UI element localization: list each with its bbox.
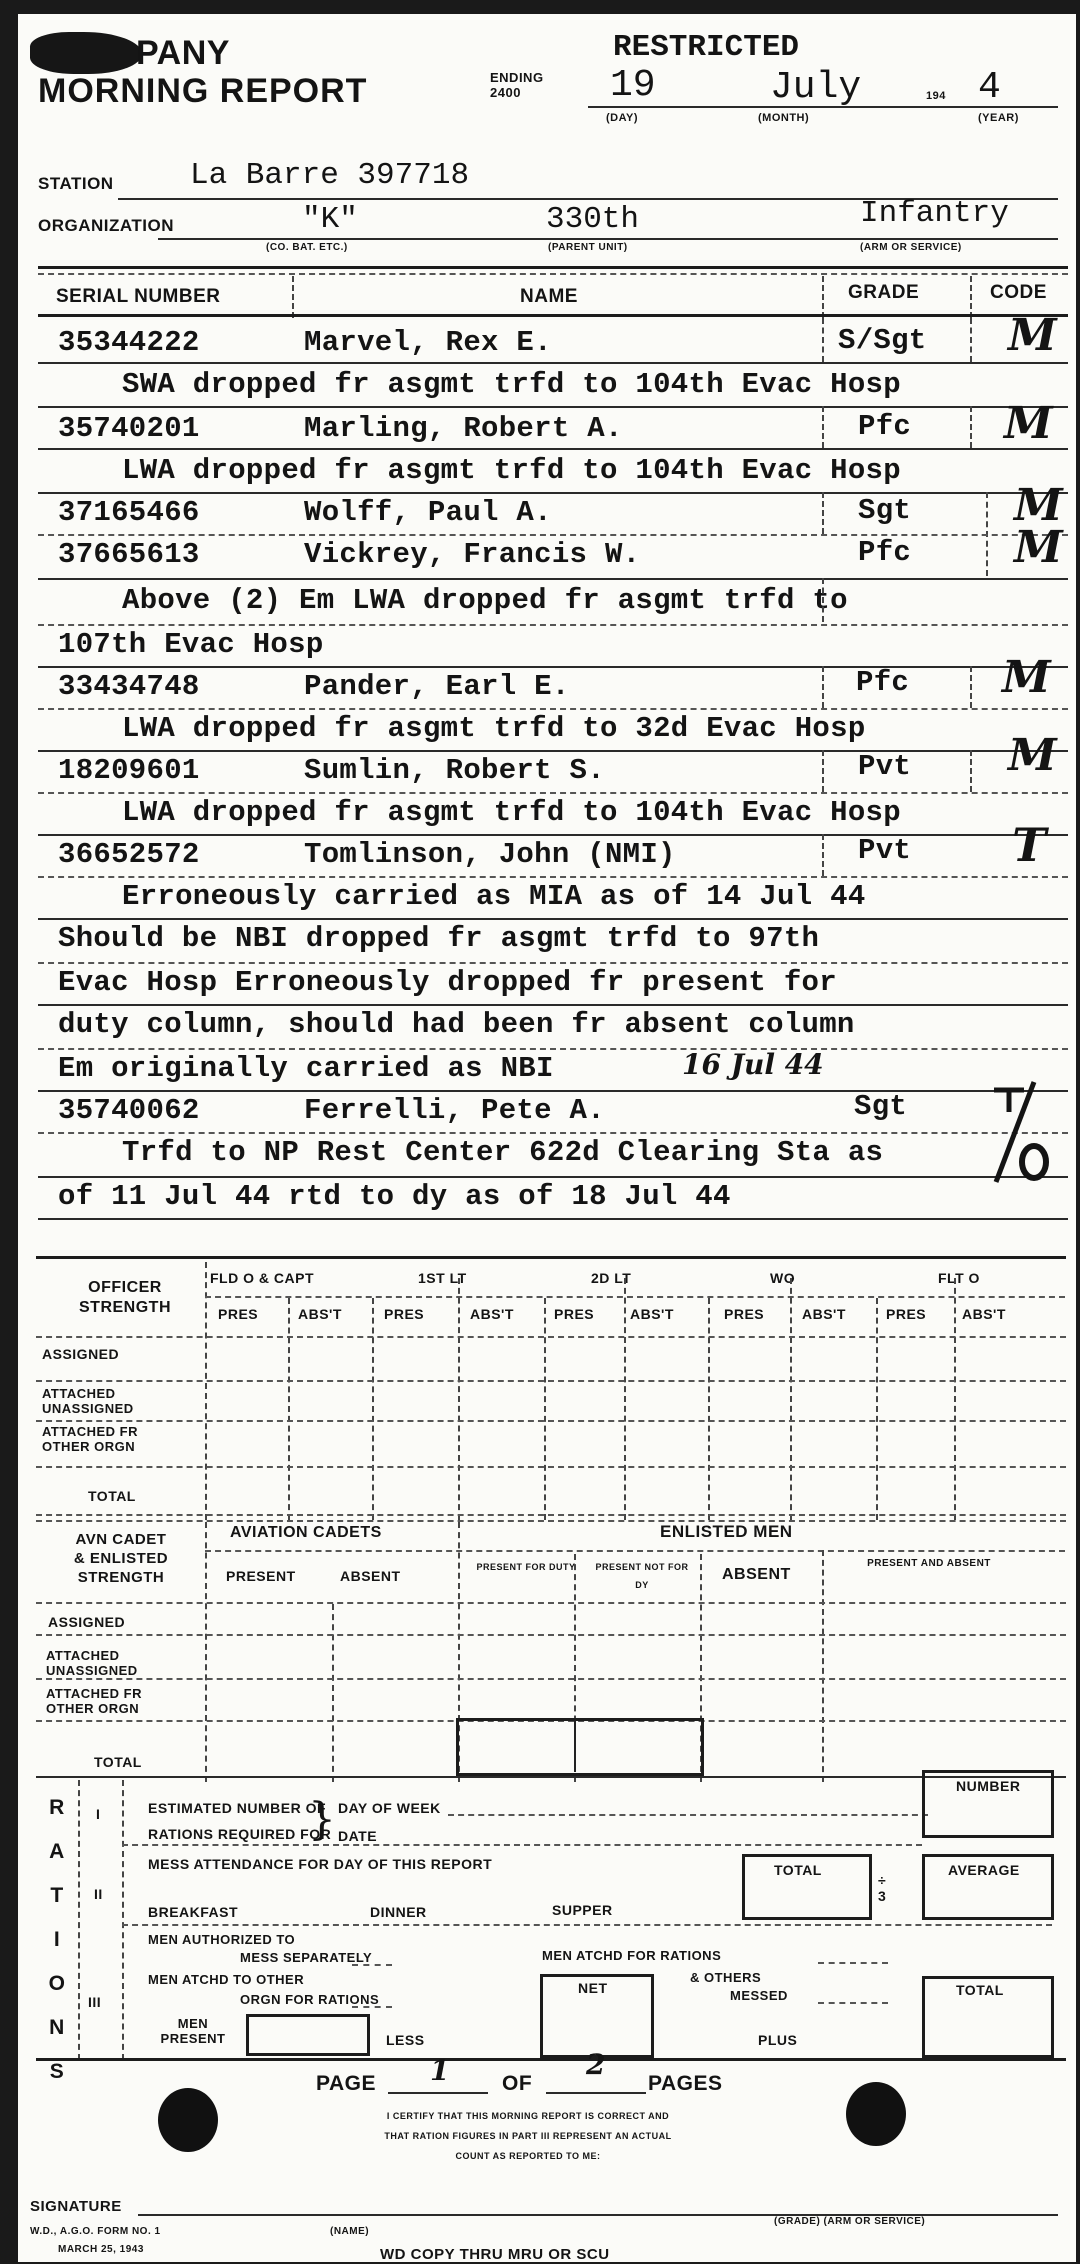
subcol-pres: PRES xyxy=(724,1306,765,1322)
col-serial-number: SERIAL NUMBER xyxy=(56,286,221,307)
col-divider xyxy=(970,666,972,708)
row-rule xyxy=(122,1844,922,1846)
margin-code-mark xyxy=(976,1062,1056,1192)
serial-number: 37165466 xyxy=(58,496,200,529)
col-divider xyxy=(624,1278,626,1520)
men-atchd-other-label: MEN ATCHD TO OTHER xyxy=(148,1972,305,1987)
total-pages: 2 xyxy=(586,2048,606,2081)
subcol-abst: ABS'T xyxy=(630,1306,674,1322)
col-divider xyxy=(822,492,824,534)
ending-label: ENDING 2400 xyxy=(490,70,544,100)
col-divider xyxy=(574,1720,576,1772)
row-rule xyxy=(38,1176,1068,1178)
less-label: LESS xyxy=(386,2032,425,2048)
grade: Pvt xyxy=(858,834,912,867)
orgn-for-rations-label: ORGN FOR RATIONS xyxy=(240,1992,380,2007)
messed-label: MESSED xyxy=(730,1988,788,2003)
section-i-numeral: I xyxy=(96,1806,101,1822)
soldier-name: Vickrey, Francis W. xyxy=(304,538,641,571)
col-divider xyxy=(790,1278,792,1520)
row-rule xyxy=(38,362,1068,364)
status-code: M xyxy=(1004,398,1053,449)
roster-header-rule xyxy=(38,314,1068,317)
day-of-week-field xyxy=(448,1814,928,1816)
grade: Sgt xyxy=(854,1090,908,1123)
enlisted-row-total: TOTAL xyxy=(94,1754,142,1770)
serial-number: 35740062 xyxy=(58,1094,200,1127)
subcol-pres: PRES xyxy=(554,1306,595,1322)
enlisted-table-top xyxy=(36,1520,1066,1522)
roster-top-rule xyxy=(38,266,1068,269)
handwritten-date: 16 Jul 44 xyxy=(682,1048,824,1081)
aviation-cadets-header: AVIATION CADETS xyxy=(230,1524,382,1541)
row-rule xyxy=(38,1048,1068,1050)
page-number: 1 xyxy=(430,2054,450,2087)
title-company: PANY xyxy=(136,34,230,72)
col-divider xyxy=(332,1604,334,1782)
col-divider xyxy=(822,750,824,792)
status-code: T xyxy=(1012,818,1047,872)
punch-hole-right xyxy=(846,2082,906,2146)
grade: Pfc xyxy=(858,536,912,569)
serial-number: 35344222 xyxy=(58,326,200,359)
row-rule xyxy=(36,1420,1066,1422)
subcol-abst: ABS'T xyxy=(470,1306,514,1322)
row-rule xyxy=(38,708,1068,710)
others-messed-field xyxy=(818,2002,888,2004)
col-code: CODE xyxy=(990,282,1047,303)
col-divider xyxy=(288,1298,290,1520)
dinner-label: DINNER xyxy=(370,1904,427,1920)
organization-underline xyxy=(158,238,1058,240)
plus-label: PLUS xyxy=(758,2032,798,2048)
soldier-name: Marling, Robert A. xyxy=(304,412,623,445)
col-divider xyxy=(822,276,824,318)
certification-text: I CERTIFY THAT THIS MORNING REPORT IS CORRECT AND THAT RATION FIGURES IN PART III REPRESENT AN ACTUAL COUNT AS REPORTED TO ME: xyxy=(384,2111,672,2161)
morning-report-page xyxy=(18,14,1076,2262)
organization-label: ORGANIZATION xyxy=(38,216,175,235)
status-code: M xyxy=(1008,730,1057,781)
form-id: W.D., A.G.O. FORM NO. 1 xyxy=(30,2226,161,2237)
day-caption: (DAY) xyxy=(606,112,639,124)
col-divider xyxy=(970,318,972,362)
station-label: STATION xyxy=(38,174,114,193)
col-name: NAME xyxy=(520,286,578,307)
col-enlisted-absent: ABSENT xyxy=(722,1566,791,1583)
col-cadets-present: PRESENT xyxy=(226,1568,296,1584)
row-rule xyxy=(38,448,1068,450)
soldier-name: Marvel, Rex E. xyxy=(304,326,552,359)
enlisted-row-attached-other: ATTACHED FR OTHER ORGN xyxy=(46,1686,143,1716)
brace-icon: } xyxy=(308,1794,336,1845)
col-divider xyxy=(970,750,972,792)
section-iii-numeral: III xyxy=(88,1994,102,2010)
col-divider xyxy=(822,318,824,362)
company-caption: (CO. BAT. ETC.) xyxy=(266,242,348,253)
mess-separately-label: MESS SEPARATELY xyxy=(240,1950,373,1965)
row-rule xyxy=(36,1776,1066,1778)
row-rule xyxy=(38,624,1068,626)
col-divider xyxy=(822,666,824,708)
col-divider xyxy=(970,406,972,448)
grade: Pfc xyxy=(856,666,910,699)
col-divider xyxy=(544,1298,546,1520)
col-divider xyxy=(822,578,824,622)
col-divider xyxy=(822,834,824,876)
remark-text: Em originally carried as NBI xyxy=(58,1052,554,1085)
row-rule xyxy=(38,918,1068,920)
roster-top-rule-2 xyxy=(38,273,1068,275)
soldier-name: Ferrelli, Pete A. xyxy=(304,1094,605,1127)
subcol-pres: PRES xyxy=(218,1306,259,1322)
serial-number: 37665613 xyxy=(58,538,200,571)
row-rule xyxy=(36,1514,1066,1516)
grade: Pfc xyxy=(858,410,912,443)
company-value: "K" xyxy=(302,202,358,237)
col-present-for-duty: PRESENT FOR DUTY xyxy=(476,1562,576,1572)
breakfast-label: BREAKFAST xyxy=(148,1904,239,1920)
col-divider xyxy=(458,1278,460,1520)
remark-text: Erroneously carried as MIA as of 14 Jul 44 xyxy=(122,880,866,913)
estimated-rations-label-2: RATIONS REQUIRED FOR xyxy=(148,1826,332,1842)
row-rule xyxy=(38,492,1068,494)
row-rule xyxy=(38,578,1068,580)
report-year: 4 xyxy=(978,66,1001,109)
col-divider xyxy=(292,276,294,318)
row-rule xyxy=(38,1218,1068,1220)
remark-text: SWA dropped fr asgmt trfd to 104th Evac Hosp xyxy=(122,368,901,401)
row-rule xyxy=(36,1466,1066,1468)
row-rule xyxy=(38,750,1068,752)
row-rule xyxy=(36,1602,1066,1604)
orgn-rations-field xyxy=(352,2006,392,2008)
officer-row-total: TOTAL xyxy=(88,1488,136,1504)
divide-by-three: ÷ 3 xyxy=(878,1872,887,1904)
col-divider xyxy=(954,1278,956,1520)
name-caption: (NAME) xyxy=(330,2226,370,2237)
year-prefix: 194 xyxy=(926,90,946,102)
day-of-week-label: DAY OF WEEK xyxy=(338,1800,441,1816)
group-fld-o-capt: FLD O & CAPT xyxy=(210,1270,314,1286)
officer-row-attached-unassigned: ATTACHED UNASSIGNED xyxy=(42,1386,134,1416)
signature-label: SIGNATURE xyxy=(30,2198,122,2215)
group-2d-lt: 2D LT xyxy=(591,1270,632,1286)
station-value: La Barre 397718 xyxy=(190,158,470,193)
soldier-name: Sumlin, Robert S. xyxy=(304,754,605,787)
ink-blot xyxy=(30,32,142,74)
soldier-name: Tomlinson, John (NMI) xyxy=(304,838,676,871)
mess-attendance-label: MESS ATTENDANCE FOR DAY OF THIS REPORT xyxy=(148,1856,493,1872)
total-rations-label: TOTAL xyxy=(956,1982,1004,1998)
remark-text: LWA dropped fr asgmt trfd to 104th Evac Hosp xyxy=(122,454,901,487)
parent-unit-caption: (PARENT UNIT) xyxy=(548,242,628,253)
serial-number: 35740201 xyxy=(58,412,200,445)
routing-instruction: WD COPY THRU MRU OR SCU xyxy=(380,2246,610,2263)
estimated-rations-label: ESTIMATED NUMBER OF xyxy=(148,1800,327,1816)
col-present-not-for-duty: PRESENT NOT FOR DY xyxy=(595,1562,689,1590)
status-code: M xyxy=(1014,522,1063,573)
year-caption: (YEAR) xyxy=(978,112,1019,124)
status-code: M xyxy=(1014,480,1063,531)
atchd-for-rations-field xyxy=(818,1962,888,1964)
remark-text: LWA dropped fr asgmt trfd to 32d Evac Hosp xyxy=(122,712,866,745)
row-rule xyxy=(38,406,1068,408)
row-rule xyxy=(122,1924,1052,1926)
arm-service-caption: (ARM OR SERVICE) xyxy=(860,242,962,253)
row-rule xyxy=(205,1550,1065,1552)
status-code: M xyxy=(1002,652,1051,703)
report-month: July xyxy=(770,66,862,109)
col-divider xyxy=(78,1780,80,2060)
col-divider xyxy=(372,1298,374,1520)
row-rule xyxy=(38,962,1068,964)
col-divider xyxy=(708,1298,710,1520)
men-authorized-label: MEN AUTHORIZED TO xyxy=(148,1932,296,1947)
col-present-and-absent: PRESENT AND ABSENT xyxy=(867,1558,991,1569)
net-label: NET xyxy=(578,1980,608,1996)
serial-number: 33434748 xyxy=(58,670,200,703)
remark-text: 107th Evac Hosp xyxy=(58,628,324,661)
enlisted-row-assigned: ASSIGNED xyxy=(48,1614,126,1630)
col-divider xyxy=(970,276,972,318)
row-rule xyxy=(36,1336,1066,1338)
group-flt-o: FLT O xyxy=(938,1270,980,1286)
group-wo: WO xyxy=(770,1270,796,1286)
rations-bottom-rule xyxy=(36,2058,1066,2061)
subcol-abst: ABS'T xyxy=(962,1306,1006,1322)
row-rule xyxy=(38,666,1068,668)
number-box-label: NUMBER xyxy=(956,1778,1021,1794)
others-label: & OTHERS xyxy=(690,1970,762,1985)
grade-caption: (GRADE) (ARM OR SERVICE) xyxy=(774,2216,926,2227)
punch-hole-left xyxy=(158,2088,218,2152)
subcol-pres: PRES xyxy=(886,1306,927,1322)
men-atchd-for-rations-label: MEN ATCHD FOR RATIONS xyxy=(542,1948,722,1963)
date-label: DATE xyxy=(338,1828,378,1844)
section-ii-numeral: II xyxy=(94,1886,103,1902)
month-caption: (MONTH) xyxy=(758,112,810,124)
soldier-name: Pander, Earl E. xyxy=(304,670,570,703)
col-divider xyxy=(822,1550,824,1782)
enlisted-row-attached-unassigned: ATTACHED UNASSIGNED xyxy=(46,1648,138,1678)
row-rule xyxy=(38,534,1068,536)
remark-text: Evac Hosp Erroneously dropped fr present for xyxy=(58,966,837,999)
rations-side-label: R A T I O N S xyxy=(48,1796,66,2083)
subcol-abst: ABS'T xyxy=(802,1306,846,1322)
officer-row-attached-other: ATTACHED FR OTHER ORGN xyxy=(42,1424,139,1454)
status-code: M xyxy=(1008,310,1057,361)
arm-service-value: Infantry xyxy=(860,196,1009,231)
row-rule xyxy=(38,834,1068,836)
col-divider xyxy=(205,1262,207,1520)
remark-text: of 11 Jul 44 rtd to dy as of 18 Jul 44 xyxy=(58,1180,731,1213)
remark-text: duty column, should had been fr absent column xyxy=(58,1008,855,1041)
col-divider xyxy=(822,406,824,448)
serial-number: 18209601 xyxy=(58,754,200,787)
row-rule xyxy=(38,792,1068,794)
report-day: 19 xyxy=(610,64,656,107)
row-rule xyxy=(38,1132,1068,1134)
supper-label: SUPPER xyxy=(552,1902,613,1918)
row-rule xyxy=(205,1296,1065,1298)
remark-text: Trfd to NP Rest Center 622d Clearing Sta as xyxy=(122,1136,884,1169)
classification-stamp: RESTRICTED xyxy=(613,30,800,65)
officer-row-assigned: ASSIGNED xyxy=(42,1346,120,1362)
subcol-abst: ABS'T xyxy=(298,1306,342,1322)
remark-text: LWA dropped fr asgmt trfd to 104th Evac Hosp xyxy=(122,796,901,829)
remark-text: Above (2) Em LWA dropped fr asgmt trfd to xyxy=(122,584,848,617)
average-label: AVERAGE xyxy=(948,1862,1020,1878)
col-divider xyxy=(205,1522,207,1782)
officer-table-top xyxy=(36,1256,1066,1259)
page-label: PAGE xyxy=(316,2072,376,2095)
col-cadets-absent: ABSENT xyxy=(340,1568,401,1584)
form-date: MARCH 25, 1943 xyxy=(58,2244,144,2255)
men-present-box[interactable] xyxy=(246,2014,370,2056)
parent-unit-value: 330th xyxy=(546,202,640,237)
row-rule xyxy=(36,1634,1066,1636)
row-rule xyxy=(38,1090,1068,1092)
row-rule xyxy=(36,1380,1066,1382)
soldier-name: Wolff, Paul A. xyxy=(304,496,552,529)
col-divider xyxy=(122,1780,124,2060)
total-mess-label: TOTAL xyxy=(774,1862,822,1878)
grade: Pvt xyxy=(858,750,912,783)
grade: Sgt xyxy=(858,494,912,527)
title-morning-report: MORNING REPORT xyxy=(38,72,368,110)
serial-number: 36652572 xyxy=(58,838,200,871)
enlisted-total-box xyxy=(456,1718,704,1776)
group-1st-lt: 1ST LT xyxy=(418,1270,467,1286)
of-label: OF xyxy=(502,2072,533,2095)
page-field xyxy=(388,2092,488,2094)
enlisted-strength-title: AVN CADET & ENLISTED STRENGTH xyxy=(73,1531,169,1586)
pages-label: PAGES xyxy=(648,2072,723,2095)
grade: S/Sgt xyxy=(838,324,927,357)
subcol-pres: PRES xyxy=(384,1306,425,1322)
mess-separately-field xyxy=(352,1964,392,1966)
men-present-label: MEN PRESENT xyxy=(160,2016,226,2046)
row-rule xyxy=(36,1678,1066,1680)
row-rule xyxy=(38,1004,1068,1006)
row-rule xyxy=(38,876,1068,878)
officer-strength-title: OFFICER STRENGTH xyxy=(79,1279,171,1316)
total-pages-field xyxy=(546,2092,646,2094)
col-divider xyxy=(876,1298,878,1520)
col-grade: GRADE xyxy=(848,282,920,303)
remark-text: Should be NBI dropped fr asgmt trfd to 97th xyxy=(58,922,820,955)
enlisted-men-header: ENLISTED MEN xyxy=(660,1522,793,1541)
